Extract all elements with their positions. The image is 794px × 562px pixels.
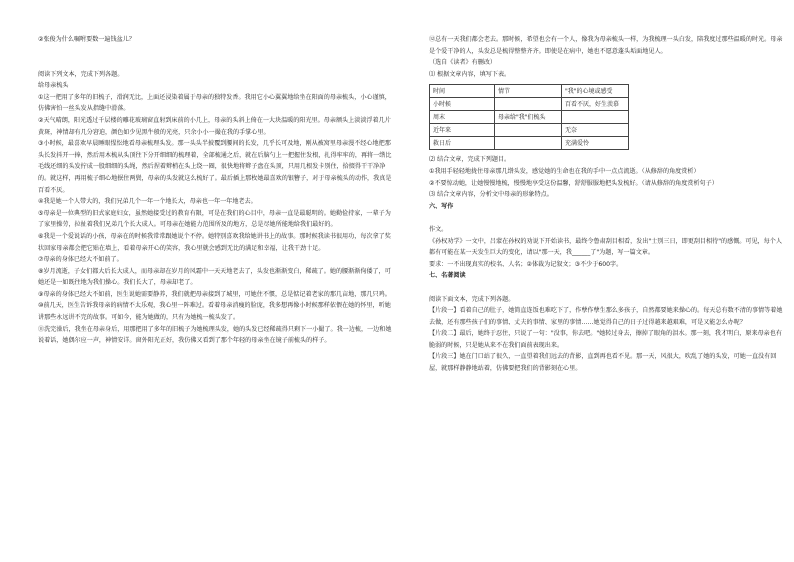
question-2a: ①我用手轻轻地拢住母亲那几绺头发，感觉她的生命也在我的手中一点点流逝。（从修辞的角度赏析） <box>429 167 700 175</box>
table-cell: 近年来 <box>430 124 495 137</box>
table-header-cell: 时间 <box>430 85 495 98</box>
section-reading-heading: 七、名著阅读 <box>429 272 466 280</box>
question-2b: ②不要惊动她，让她慢慢地梳，慢慢地享受这份温馨，舒舒服服地把头发梳好。（请从修辞的角度赏析句子） <box>429 179 718 187</box>
table-cell: 母亲给"我"们梳头 <box>495 111 562 124</box>
paragraph-6: ⑥我是一个爱说话的小孩，母亲在的时候我常常跟她说个不停。她特别喜欢我给她讲书上的故事。那时候我读书很用功，每次拿了奖状回家母亲都会把它贴在墙上，看着母亲开心的笑容，我心里就会感到无比的满足和幸福，让我干劲十足。 <box>38 232 391 252</box>
left-column <box>38 34 393 347</box>
answer-blank[interactable] <box>495 137 562 150</box>
table-row <box>430 111 629 124</box>
question-2-sub: ⑵ 结合文章，完成下列题目。 <box>429 156 511 164</box>
table-row <box>430 137 629 150</box>
paragraph-9: ⑨母亲的身体已经大不如前，医生说她需要静养，我们就把母亲接到了城里，可她住不惯，总是惦记着老家的那几亩地，那几只鸡。 <box>38 290 391 298</box>
writing-title: 作文。 <box>429 225 448 233</box>
excerpt-1: 【片段一】看着自己的肚子，她简直连饭也难吃下了，作孽作孽生那么多孩子，自然都要她来操心的。每天总有数不清的事情等着她去做，还有那些孩子们的事情、丈夫的事情、家里的事情……她觉得自己的日子过得越来越艰难，可是又能怎么办呢？ <box>429 307 783 326</box>
paragraph-4: ④我是她一个人带大的，我们兄弟几个一年一个地长大，母亲也一年一年地老去。 <box>38 198 257 206</box>
table-cell: 救日后 <box>430 137 495 150</box>
table-header-cell: "我"的心境或感受 <box>562 85 629 98</box>
table-row <box>430 124 629 137</box>
section-writing-heading: 六、写作 <box>429 202 454 210</box>
table-cell: 小时候 <box>430 98 495 111</box>
paragraph-3: ③小时候，最喜欢早晨睡眼惺忪地看母亲梳理头发。那一头头半披覆到腰间的长发，几乎长可及地，刚从被窝里母亲漫不经心地把那头长发抖开一捧，然后用木梳从头顶往下分开细细的梳理着，全部梳通之后，就在后脑勺上一把握住发根，扎得牢牢的，再将一绺比毛线还细的头发拧成一股细细的头绳，然后捏着辫梢在头上绕一圈，很快地将辫子盘在头顶，只用几根发卡别住，拾掇得干干净净的。就这样，再用梳子细心地抿住两鬓，母亲的头发就这么梳好了。最后插上那枚她最喜欢的银簪子，对于母亲梳头的动作，我真是百看不厌。 <box>38 140 392 194</box>
plot-table <box>429 84 629 150</box>
table-cell: 充满爱怜 <box>562 137 629 150</box>
paragraph-1: ①这一把用了多年的旧梳子，滑润无比，上面还浸染着属于母亲的独特发香。我用它小心翼翼地给坐在阳面的母亲梳头，小心谨慎，仿佛害怕一丝头发从指缝中滑落。 <box>38 93 391 113</box>
paragraph-10: ⑩前几天，医生告诉我母亲的病情不太乐观，我心里一阵难过。看着母亲消瘦的脸庞，我多想再像小时候那样依偎在她的怀里，听她讲那些永远讲不完的故事。可如今，能为她做的，只有为她梳一梳头发了。 <box>38 302 391 322</box>
right-column <box>429 34 784 375</box>
question-3: ⑶ 结合文章内容，分析文中母亲的形象特点。 <box>429 191 553 199</box>
paragraph-5: ⑤母亲是一位典型的旧式家庭妇女，虽然她接受过的教育有限，可是在我们的心目中，母亲一直是最聪明的。她勤俭持家，一辈子为了家里操劳，拉扯着我们兄弟几个长大成人。可母亲在她能力范围所及的地方，总是尽她所能地给我们最好的。 <box>38 209 391 229</box>
table-cell: 周末 <box>430 111 495 124</box>
table-header-cell: 情节 <box>495 85 562 98</box>
paragraph-8: ⑧岁月流逝，子女们都大后长大成人，而母亲却在岁月的风霜中一天天地老去了，头发也渐渐变白，稀疏了。她的腰渐渐佝偻了，可她还是一如既往地为我们操心。我们长大了，母亲却老了。 <box>38 267 391 287</box>
article-title: 给母亲梳头 <box>38 82 69 90</box>
table-cell: 无奈 <box>562 124 629 137</box>
table-cell: 百看不厌，好生羡慕 <box>562 98 629 111</box>
answer-blank[interactable] <box>495 98 562 111</box>
reading-intro: 阅读下面文本，完成下列各题。 <box>429 295 515 303</box>
paragraph-2: ②天气晴朗，阳光透过千层楼的雕花玻璃窗直射到床前的小几上，母亲的头斜上倚在一大块温暖的阳光里。母亲额头上淡淡浮着几片黄斑，神情却有几分窘迫，颜色如少见黑牛般的光亮，只余小小一撮在我的手掌心里。 <box>38 116 391 136</box>
article-source: （选自《读者》有删改） <box>429 59 497 67</box>
question-1: ⑴ 根据文章内容，填写下表。 <box>429 70 511 78</box>
paragraph-7: ⑦母亲的身体已经大不如前了。 <box>38 256 123 264</box>
paragraph-11: ⑪洗完澡后，我坐在母亲身后，用那把用了多年的旧梳子为她梳理头发，她的头发已经稀疏得只剩下一小撮了。我一边梳，一边和她说着话，她偶尔应一声，神情安详。窗外阳光正好，我仿佛又看到了那个年轻的母亲坐在镜子前梳头的样子。 <box>38 325 392 345</box>
answer-blank[interactable] <box>562 111 629 124</box>
reading-instruction: 阅读下列文本，完成下列各题。 <box>38 70 124 78</box>
table-header-row <box>430 85 629 98</box>
answer-blank[interactable] <box>495 124 562 137</box>
question-2: ②张俊为什么嘱咐要数一遍钱盆儿？ <box>38 36 135 43</box>
writing-requirements: 要求：一不出现真实的校名、人名；②体裁为记叙文；③不少于600字。 <box>429 260 623 268</box>
table-row <box>430 98 629 111</box>
excerpt-2: 【片段二】最后，她终于忍住，只说了一句："没事，你去吧。"她转过身去，擦掉了眼角的泪水。那一刻，我才明白，原来母亲也有脆弱的时候，只是她从来不在我们面前表现出来。 <box>429 330 782 349</box>
writing-prompt: 《孙权劝学》一文中，吕蒙在孙权的劝说下开始读书，最终令鲁肃刮目相看，发出"士别三日，即更刮目相待"的感慨。可见，每个人都有可能在某一天发生巨大的变化，请以"那一天，我______了"为题，写一篇文章。 <box>429 237 782 257</box>
excerpt-3: 【片段三】她在门口站了很久，一直望着我们远去的背影，直到再也看不见。那一天，风很大，吹乱了她的头发，可她一直没有回屋，就那样静静地站着，仿佛要把我们的背影刻在心里。 <box>429 353 777 373</box>
paragraph-12: ⑫总有一天我们都会老去。那时候，希望也会有一个人，像我为母亲梳头一样，为我梳理一头白发，陪我度过那些温暖的时光。母亲是个爱干净的人，头发总是梳得整整齐齐。即使是在病中，她也不愿意蓬头垢面地见人。 <box>429 36 783 55</box>
